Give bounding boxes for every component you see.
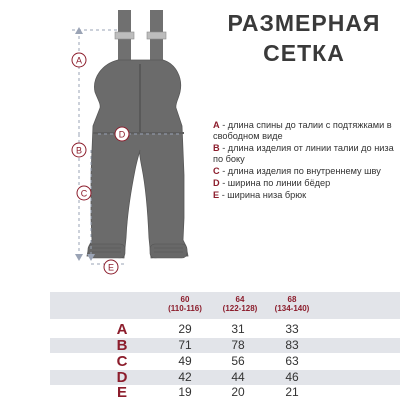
label-a: A [75, 55, 83, 66]
row-label: B [116, 337, 128, 354]
table-cell: 56 [231, 354, 245, 368]
legend-key-a: A [213, 120, 220, 130]
header-size-68 [267, 295, 317, 313]
table-cell: 42 [178, 370, 192, 384]
table-header [50, 292, 400, 319]
table-cell: 29 [178, 322, 192, 336]
label-a-marker [72, 53, 86, 67]
legend-text-b: - длина изделия от линии талии до низа по боку [213, 143, 394, 164]
table-cell: 71 [178, 338, 192, 352]
row-label: E [116, 384, 127, 401]
measurement-legend [213, 120, 398, 202]
label-b: B [75, 145, 83, 156]
table-row [50, 385, 400, 400]
title-line-1: РАЗМЕРНАЯ [227, 10, 381, 36]
table-cell: 21 [285, 385, 299, 399]
title-line-2: СЕТКА [263, 40, 345, 66]
header-size-64 [215, 295, 265, 313]
legend-text-a: - длина спины до талии с подтяжками в свободном виде [213, 120, 392, 141]
legend-key-b: B [213, 143, 220, 153]
header-size-60 [160, 295, 210, 313]
label-c: C [80, 188, 88, 199]
table-cell: 20 [231, 385, 245, 399]
legend-item-a [213, 120, 398, 142]
table-cell: 78 [231, 338, 245, 352]
legend-item-b [213, 143, 398, 165]
size-table [50, 292, 400, 400]
header-range: (110-116) [168, 304, 202, 313]
legend-key-c: C [213, 166, 220, 176]
table-cell: 31 [231, 322, 245, 336]
table-cell: 33 [285, 322, 299, 336]
table-row [50, 354, 400, 369]
right-cuff [150, 244, 187, 258]
header-size: 68 [287, 295, 297, 304]
legend-key-e: E [213, 190, 220, 200]
label-b-marker [72, 143, 86, 157]
right-strap-buckle [147, 32, 166, 39]
row-label: C [116, 353, 128, 370]
left-strap-buckle [115, 32, 134, 39]
table-row [50, 370, 400, 385]
header-size: 60 [180, 295, 190, 304]
label-e-marker [104, 260, 118, 274]
label-d-marker [115, 127, 129, 141]
table-cell: 83 [285, 338, 299, 352]
table-cell: 19 [178, 385, 192, 399]
header-range: (134-140) [274, 304, 310, 313]
table-row [50, 338, 400, 353]
table-cell: 44 [231, 370, 245, 384]
label-c-marker [77, 186, 91, 200]
legend-text-d: - ширина по линии бёдер [219, 178, 331, 188]
header-size: 64 [235, 295, 245, 304]
legend-item-d [213, 178, 398, 189]
legend-text-c: - длина изделия по внутреннему шву [219, 166, 381, 176]
legend-key-d: D [213, 178, 220, 188]
label-d: D [118, 129, 126, 140]
overalls-body [87, 60, 188, 258]
table-cell: 46 [285, 370, 299, 384]
header-range: (122-128) [222, 304, 258, 313]
row-label: D [116, 369, 128, 386]
table-cell: 49 [178, 354, 192, 368]
table-row [50, 322, 400, 337]
legend-item-e [213, 190, 398, 201]
table-cell: 63 [285, 354, 299, 368]
label-e: E [107, 262, 115, 273]
legend-text-e: - ширина низа брюк [219, 190, 307, 200]
row-label: A [116, 321, 128, 338]
legend-item-c [213, 166, 398, 177]
